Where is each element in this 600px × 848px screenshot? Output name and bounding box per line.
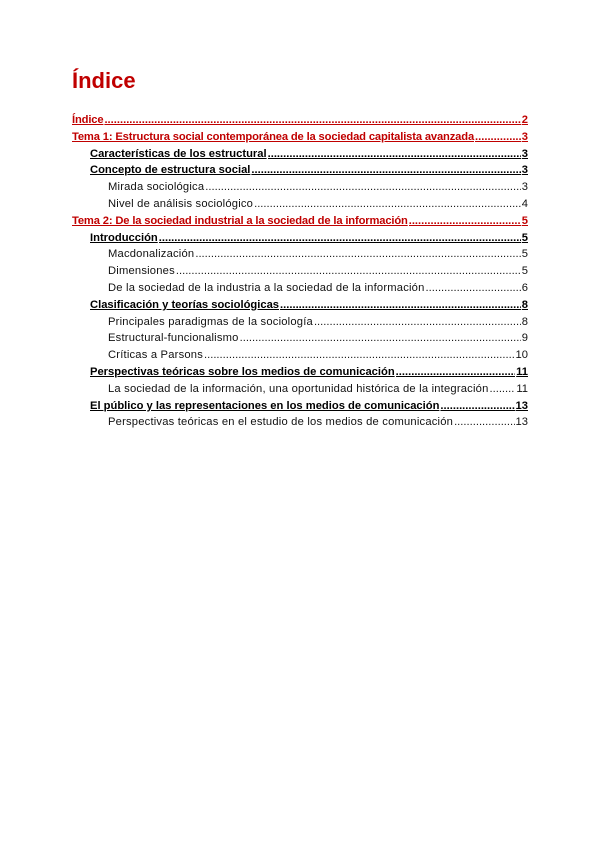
table-of-contents bbox=[72, 112, 528, 431]
toc-entry-label: El público y las representaciones en los medios de comunicación bbox=[90, 399, 440, 412]
toc-leader-dots bbox=[396, 364, 516, 381]
toc-entry-label: La sociedad de la información, una oportunidad histórica de la integración bbox=[108, 382, 489, 395]
toc-entry-label: De la sociedad de la industria a la sociedad de la información bbox=[108, 281, 425, 294]
toc-entry-label: Perspectivas teóricas en el estudio de los medios de comunicación bbox=[108, 416, 454, 429]
toc-entry-label: Críticas a Parsons bbox=[108, 349, 203, 362]
toc-leader-dots bbox=[104, 112, 520, 129]
toc-leader-dots bbox=[409, 213, 521, 230]
toc-entry[interactable] bbox=[72, 330, 528, 347]
toc-leader-dots bbox=[490, 381, 516, 398]
toc-entry-page: 3 bbox=[521, 164, 528, 177]
toc-entry[interactable] bbox=[72, 297, 528, 314]
toc-entry-label: Estructural-funcionalismo bbox=[108, 332, 239, 345]
toc-entry-page: 5 bbox=[521, 248, 528, 261]
toc-entry[interactable] bbox=[72, 112, 528, 129]
toc-leader-dots bbox=[251, 162, 520, 179]
toc-entry-page: 5 bbox=[521, 214, 528, 227]
toc-entry[interactable] bbox=[72, 246, 528, 263]
toc-entry[interactable] bbox=[72, 213, 528, 230]
toc-leader-dots bbox=[204, 347, 515, 364]
toc-entry-page: 5 bbox=[521, 231, 528, 244]
toc-entry[interactable] bbox=[72, 146, 528, 163]
toc-leader-dots bbox=[254, 196, 521, 213]
toc-entry-label: Perspectivas teóricas sobre los medios de comunicación bbox=[90, 365, 395, 378]
toc-leader-dots bbox=[454, 414, 514, 431]
toc-entry-page: 6 bbox=[521, 281, 528, 294]
toc-leader-dots bbox=[314, 314, 521, 331]
toc-entry[interactable] bbox=[72, 364, 528, 381]
toc-entry-label: Concepto de estructura social bbox=[90, 164, 251, 177]
toc-leader-dots bbox=[268, 146, 521, 163]
toc-entry[interactable] bbox=[72, 162, 528, 179]
toc-entry-page: 10 bbox=[515, 349, 528, 362]
toc-entry[interactable] bbox=[72, 196, 528, 213]
toc-leader-dots bbox=[195, 246, 520, 263]
toc-entry-page: 9 bbox=[521, 332, 528, 345]
toc-leader-dots bbox=[159, 230, 521, 247]
toc-entry-page: 11 bbox=[516, 382, 528, 395]
toc-entry[interactable] bbox=[72, 263, 528, 280]
toc-leader-dots bbox=[440, 398, 514, 415]
toc-entry[interactable] bbox=[72, 129, 528, 146]
toc-leader-dots bbox=[475, 129, 521, 146]
toc-entry-label: Tema 2: De la sociedad industrial a la sociedad de la información bbox=[72, 214, 408, 227]
toc-entry-label: Introducción bbox=[90, 231, 158, 244]
toc-entry-page: 4 bbox=[521, 197, 528, 210]
toc-entry-page: 3 bbox=[521, 181, 528, 194]
toc-entry-page: 5 bbox=[521, 265, 528, 278]
toc-entry[interactable] bbox=[72, 347, 528, 364]
toc-entry-label: Mirada sociológica bbox=[108, 181, 205, 194]
toc-entry-label: Macdonalización bbox=[108, 248, 195, 261]
toc-entry[interactable] bbox=[72, 179, 528, 196]
toc-entry-page: 3 bbox=[521, 130, 528, 143]
toc-entry[interactable] bbox=[72, 398, 528, 415]
toc-entry-page: 13 bbox=[515, 416, 528, 429]
page-title: Índice bbox=[72, 68, 136, 93]
toc-entry[interactable] bbox=[72, 280, 528, 297]
toc-entry-label: Nivel de análisis sociológico bbox=[108, 197, 254, 210]
toc-entry-page: 13 bbox=[515, 399, 528, 412]
toc-entry-page: 3 bbox=[521, 147, 528, 160]
toc-leader-dots bbox=[240, 330, 521, 347]
toc-entry-page: 8 bbox=[521, 315, 528, 328]
toc-entry-page: 8 bbox=[521, 298, 528, 311]
toc-leader-dots bbox=[280, 297, 521, 314]
toc-entry[interactable] bbox=[72, 314, 528, 331]
toc-entry-label: Dimensiones bbox=[108, 265, 175, 278]
toc-entry[interactable] bbox=[72, 414, 528, 431]
toc-entry[interactable] bbox=[72, 230, 528, 247]
toc-entry-label: Principales paradigmas de la sociología bbox=[108, 315, 313, 328]
toc-entry-label: Tema 1: Estructura social contemporánea de la sociedad capitalista avanzada bbox=[72, 130, 475, 143]
toc-entry-page: 2 bbox=[521, 114, 528, 126]
toc-leader-dots bbox=[205, 179, 521, 196]
toc-entry-page: 11 bbox=[516, 365, 528, 378]
toc-entry[interactable] bbox=[72, 381, 528, 398]
toc-entry-label: Clasificación y teorías sociológicas bbox=[90, 298, 280, 311]
toc-leader-dots bbox=[426, 280, 521, 297]
toc-leader-dots bbox=[176, 263, 521, 280]
toc-entry-label: Características de los estructural bbox=[90, 147, 267, 160]
toc-entry-label: Índice bbox=[72, 114, 104, 126]
